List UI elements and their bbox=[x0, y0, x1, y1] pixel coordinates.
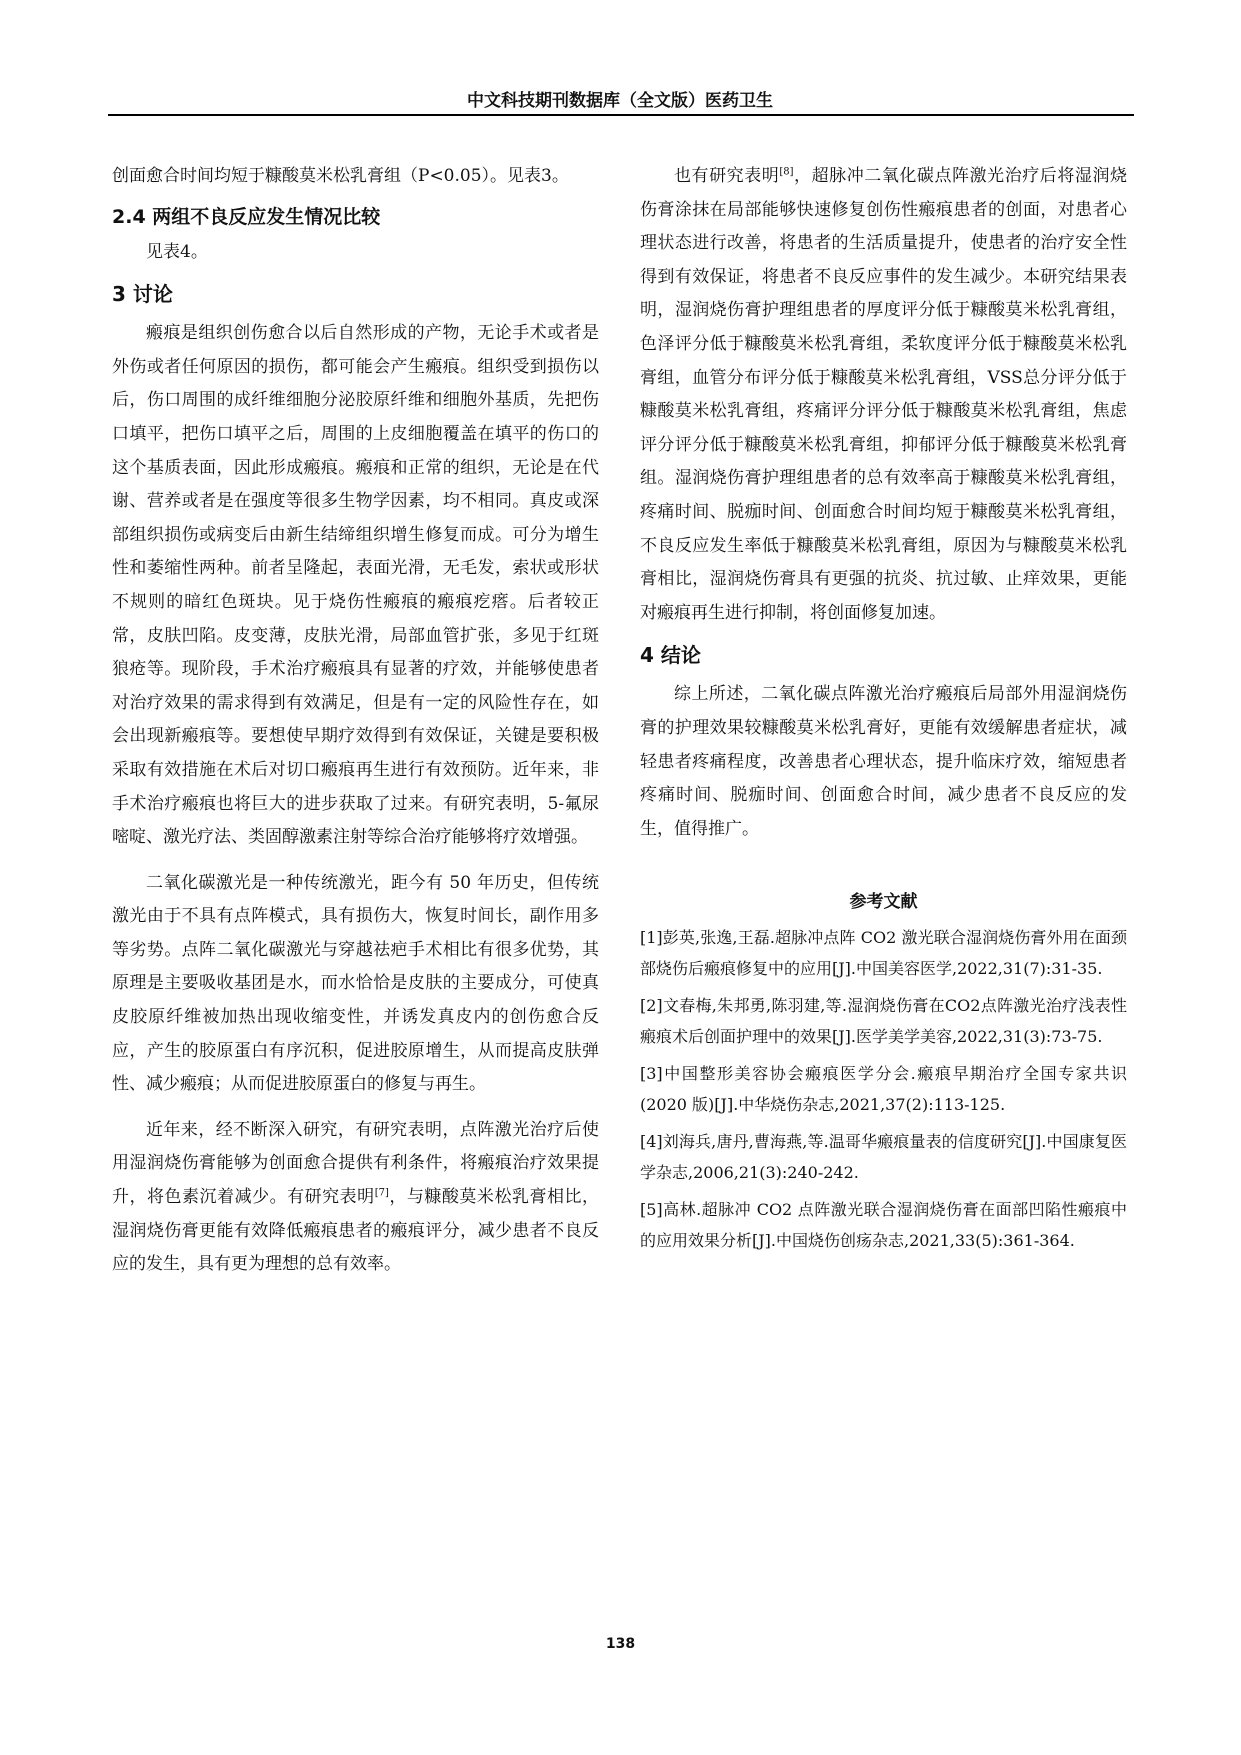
paragraph-conclusion: 综上所述，二氧化碳点阵激光治疗瘢痕后局部外用湿润烧伤膏的护理效果较糠酸莫米松乳膏好，更能有效缓解患者症状，减轻患者疼痛程度，改善患者心理状态，提升临床疗效，缩短患者疼痛时间、脱痂时间、创面愈合时间，减少患者不良反应的发生，值得推广。 bbox=[640, 684, 1127, 839]
text-segment: 近年来，经不断深入研究，有研究表明，点阵激光治疗后使用湿润烧伤膏能够为创面愈合提供有利条件，将瘢痕治疗效果提升，将色素沉着减少。有研究表明 bbox=[112, 1119, 599, 1208]
reference-item: [1]彭英,张逸,王磊.超脉冲点阵 CO2 激光联合湿润烧伤膏外用在面颈部烧伤后瘢痕修复中的应用[J].中国美容医学,2022,31(7):31-35. bbox=[640, 928, 1127, 979]
left-column bbox=[112, 160, 599, 1282]
reference-item: [3]中国整形美容协会瘢痕医学分会.瘢痕早期治疗全国专家共识(2020 版)[J].中华烧伤杂志,2021,37(2):113-125. bbox=[640, 1064, 1127, 1115]
paragraph-table4-note: 见表4。 bbox=[146, 241, 208, 262]
text-segment: ，与糠酸莫米松乳膏相比，湿润烧伤膏更能有效降低瘢痕患者的瘢痕评分，减少患者不良反应的发生，具有更为理想的总有效率。 bbox=[112, 1187, 600, 1275]
paragraph-scar-overview: 瘢痕是组织创伤愈合以后自然形成的产物，无论手术或者是外伤或者任何原因的损伤，都可能会产生瘢痕。组织受到损伤以后，伤口周围的成纤维细胞分泌胶原纤维和细胞外基质，先把伤口填平，把伤口填平之后，周围的上皮细胞覆盖在填平的伤口的这个基质表面，因此形成瘢痕。瘢痕和正常的组织，无论是在代谢、营养或者是在强度等很多生物学因素，均不相同。真皮或深部组织损伤或病变后由新生结缔组织增生修复而成。可分为增生性和萎缩性两种。前者呈隆起，表面光滑，无毛发，索状或形状不规则的暗红色斑块。见于烧伤性瘢痕的瘢痕疙瘩。后者较正常，皮肤凹陷。皮变薄，皮肤光滑，局部血管扩张，多见于红斑狼疮等。现阶段，手术治疗瘢痕具有显著的疗效，并能够使患者对治疗效果的需求得到有效满足，但是有一定的风险性存在，如会出现新瘢痕等。要想使早期疗效得到有效保证，关键是要积极采取有效措施在术后对切口瘢痕再生进行有效预防。近年来，非手术治疗瘢痕也将巨大的进步获取了过来。有研究表明，5-氟尿嘧啶、激光疗法、类固醇激素注射等综合治疗能够将疗效增强。 bbox=[112, 323, 599, 848]
paragraph-table3-note: 创面愈合时间均短于糠酸莫米松乳膏组（P<0.05）。见表3。 bbox=[112, 166, 569, 186]
paragraph-co2-laser: 二氧化碳激光是一种传统激光，距今有 50 年历史，但传统激光由于不具有点阵模式，具有损伤大，恢复时间长，副作用多等劣势。点阵二氧化碳激光与穿越祛疤手术相比有很多优势，其原理是主要吸收基团是水，而水恰恰是皮肤的主要成分，可使真皮胶原纤维被加热出现收缩变性，并诱发真皮内的创伤愈合反应，产生的胶原蛋白有序沉积，促进胶原增生，从而提高皮肤弹性、减少瘢痕；从而促进胶原蛋白的修复与再生。 bbox=[112, 872, 599, 1095]
citation-7: [7] bbox=[374, 1187, 389, 1199]
header-rule bbox=[108, 114, 1134, 116]
text-segment: ，超脉冲二氧化碳点阵激光治疗后将湿润烧伤膏涂抹在局部能够快速修复创伤性瘢痕患者的创面，对患者心理状态进行改善，将患者的生活质量提升，使患者的治疗安全性得到有效保证，将患者不良反应事件的发生减少。本研究结果表明，湿润烧伤膏护理组患者的厚度评分低于糠酸莫米松乳膏组，色泽评分低于糠酸莫米松乳膏组，柔软度评分低于糠酸莫米松乳膏组，血管分布评分低于糠酸莫米松乳膏组，VSS总分评分低于糠酸莫米松乳膏组，疼痛评分评分低于糠酸莫米松乳膏组，焦虑评分评分低于糠酸莫米松乳膏组，抑郁评分低于糠酸莫米松乳膏组。湿润烧伤膏护理组患者的总有效率高于糠酸莫米松乳膏组，疼痛时间、脱痂时间、创面愈合时间均短于糠酸莫米松乳膏组，不良反应发生率低于糠酸莫米松乳膏组，原因为与糠酸莫米松乳膏相比，湿润烧伤膏具有更强的抗炎、抗过敏、止痒效果，更能对瘢痕再生进行抑制，将创面修复加速。 bbox=[640, 166, 1128, 623]
reference-item: [5]高林.超脉冲 CO2 点阵激光联合湿润烧伤膏在面部凹陷性瘢痕中的应用效果分析[J].中国烧伤创疡杂志,2021,33(5):361-364. bbox=[640, 1200, 1127, 1251]
section-heading-2-4: 2.4 两组不良反应发生情况比较 bbox=[112, 205, 381, 228]
citation-8: [8] bbox=[779, 166, 794, 178]
right-column bbox=[640, 160, 1127, 1262]
references-title: 参考文献 bbox=[849, 892, 918, 913]
section-heading-discussion: 3 讨论 bbox=[112, 282, 173, 307]
paragraph-study-results bbox=[640, 160, 1127, 630]
paragraph-recent-research bbox=[112, 1114, 599, 1282]
section-heading-conclusion: 4 结论 bbox=[640, 643, 701, 668]
text-segment: 也有研究表明 bbox=[674, 166, 780, 186]
page-number: 138 bbox=[605, 1636, 636, 1652]
journal-header: 中文科技期刊数据库（全文版）医药卫生 bbox=[467, 91, 773, 111]
reference-item: [4]刘海兵,唐丹,曹海燕,等.温哥华瘢痕量表的信度研究[J].中国康复医学杂志,2006,21(3):240-242. bbox=[640, 1132, 1127, 1183]
reference-item: [2]文春梅,朱邦勇,陈羽建,等.湿润烧伤膏在CO2点阵激光治疗浅表性瘢痕术后创面护理中的效果[J].医学美学美容,2022,31(3):73-75. bbox=[640, 996, 1127, 1047]
